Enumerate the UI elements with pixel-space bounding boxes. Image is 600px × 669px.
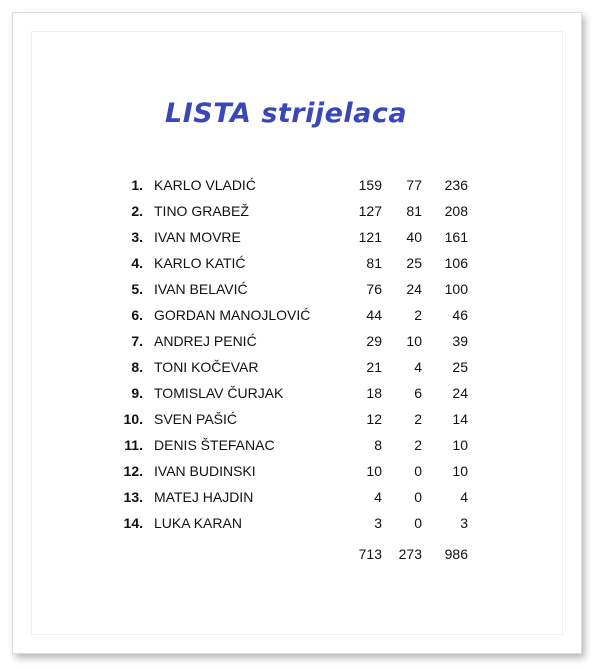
table-row: [0, 305, 600, 325]
value-2: 25: [406, 255, 422, 271]
value-2: 40: [406, 229, 422, 245]
player-name: KARLO KATIĆ: [154, 255, 246, 271]
value-3: 100: [444, 281, 468, 297]
player-name: TOMISLAV ČURJAK: [154, 385, 284, 401]
table-row: [0, 461, 600, 481]
rank: 10.: [123, 411, 143, 427]
player-name: GORDAN MANOJLOVIĆ: [154, 307, 311, 323]
value-1: 21: [366, 359, 382, 375]
value-2: 10: [406, 333, 422, 349]
value-3: 39: [452, 333, 468, 349]
table-row: [0, 487, 600, 507]
value-3: 161: [444, 229, 468, 245]
value-2: 0: [414, 515, 422, 531]
value-3: 3: [460, 515, 468, 531]
value-3: 14: [452, 411, 468, 427]
table-row: [0, 409, 600, 429]
rank: 13.: [123, 489, 143, 505]
value-3: 106: [444, 255, 468, 271]
table-row: [0, 253, 600, 273]
value-3: 10: [452, 437, 468, 453]
rank: 8.: [131, 359, 143, 375]
value-1: 12: [366, 411, 382, 427]
player-name: IVAN MOVRE: [154, 229, 241, 245]
value-2: 2: [414, 411, 422, 427]
rank: 1.: [131, 177, 143, 193]
player-name: SVEN PAŠIĆ: [154, 411, 237, 427]
table-row: [0, 227, 600, 247]
player-name: IVAN BELAVIĆ: [154, 281, 248, 297]
page-title: LISTA strijelaca: [165, 98, 408, 129]
value-2: 81: [406, 203, 422, 219]
player-name: ANDREJ PENIĆ: [154, 333, 257, 349]
table-row: [0, 331, 600, 351]
value-3: 208: [444, 203, 468, 219]
player-name: LUKA KARAN: [154, 515, 242, 531]
table-row: [0, 201, 600, 221]
rank: 11.: [124, 437, 143, 453]
rank: 3.: [131, 229, 143, 245]
value-1: 8: [374, 437, 382, 453]
value-3: 25: [452, 359, 468, 375]
table-row: [0, 513, 600, 533]
rank: 14.: [123, 515, 143, 531]
total-value-2: 273: [398, 546, 422, 562]
table-row: [0, 383, 600, 403]
player-name: MATEJ HAJDIN: [154, 489, 254, 505]
value-2: 4: [414, 359, 422, 375]
value-2: 2: [414, 307, 422, 323]
rank: 12.: [123, 463, 143, 479]
value-1: 76: [366, 281, 382, 297]
value-2: 77: [406, 177, 422, 193]
rank: 6.: [131, 307, 143, 323]
player-name: TONI KOČEVAR: [154, 359, 259, 375]
value-1: 81: [366, 255, 382, 271]
rank: 5.: [131, 281, 143, 297]
value-1: 121: [358, 229, 382, 245]
table-row: [0, 175, 600, 195]
value-1: 29: [366, 333, 382, 349]
value-1: 159: [358, 177, 382, 193]
table-row: [0, 435, 600, 455]
table-row: [0, 279, 600, 299]
value-3: 10: [452, 463, 468, 479]
value-1: 127: [358, 203, 382, 219]
value-2: 24: [406, 281, 422, 297]
total-value-1: 713: [358, 546, 382, 562]
rank: 9.: [131, 385, 143, 401]
player-name: DENIS ŠTEFANAC: [154, 437, 275, 453]
value-1: 3: [374, 515, 382, 531]
player-name: IVAN BUDINSKI: [154, 463, 256, 479]
value-1: 44: [366, 307, 382, 323]
player-name: TINO GRABEŽ: [154, 203, 249, 219]
totals-row: [0, 544, 600, 564]
rank: 7.: [131, 333, 143, 349]
value-3: 46: [452, 307, 468, 323]
value-3: 24: [452, 385, 468, 401]
value-2: 0: [414, 463, 422, 479]
value-2: 2: [414, 437, 422, 453]
rank: 2.: [131, 203, 143, 219]
value-2: 6: [414, 385, 422, 401]
rank: 4.: [131, 255, 143, 271]
value-3: 4: [460, 489, 468, 505]
player-name: KARLO VLADIĆ: [154, 177, 256, 193]
value-2: 0: [414, 489, 422, 505]
value-1: 10: [366, 463, 382, 479]
value-3: 236: [444, 177, 468, 193]
total-value-3: 986: [444, 546, 468, 562]
value-1: 4: [374, 489, 382, 505]
value-1: 18: [366, 385, 382, 401]
table-row: [0, 357, 600, 377]
